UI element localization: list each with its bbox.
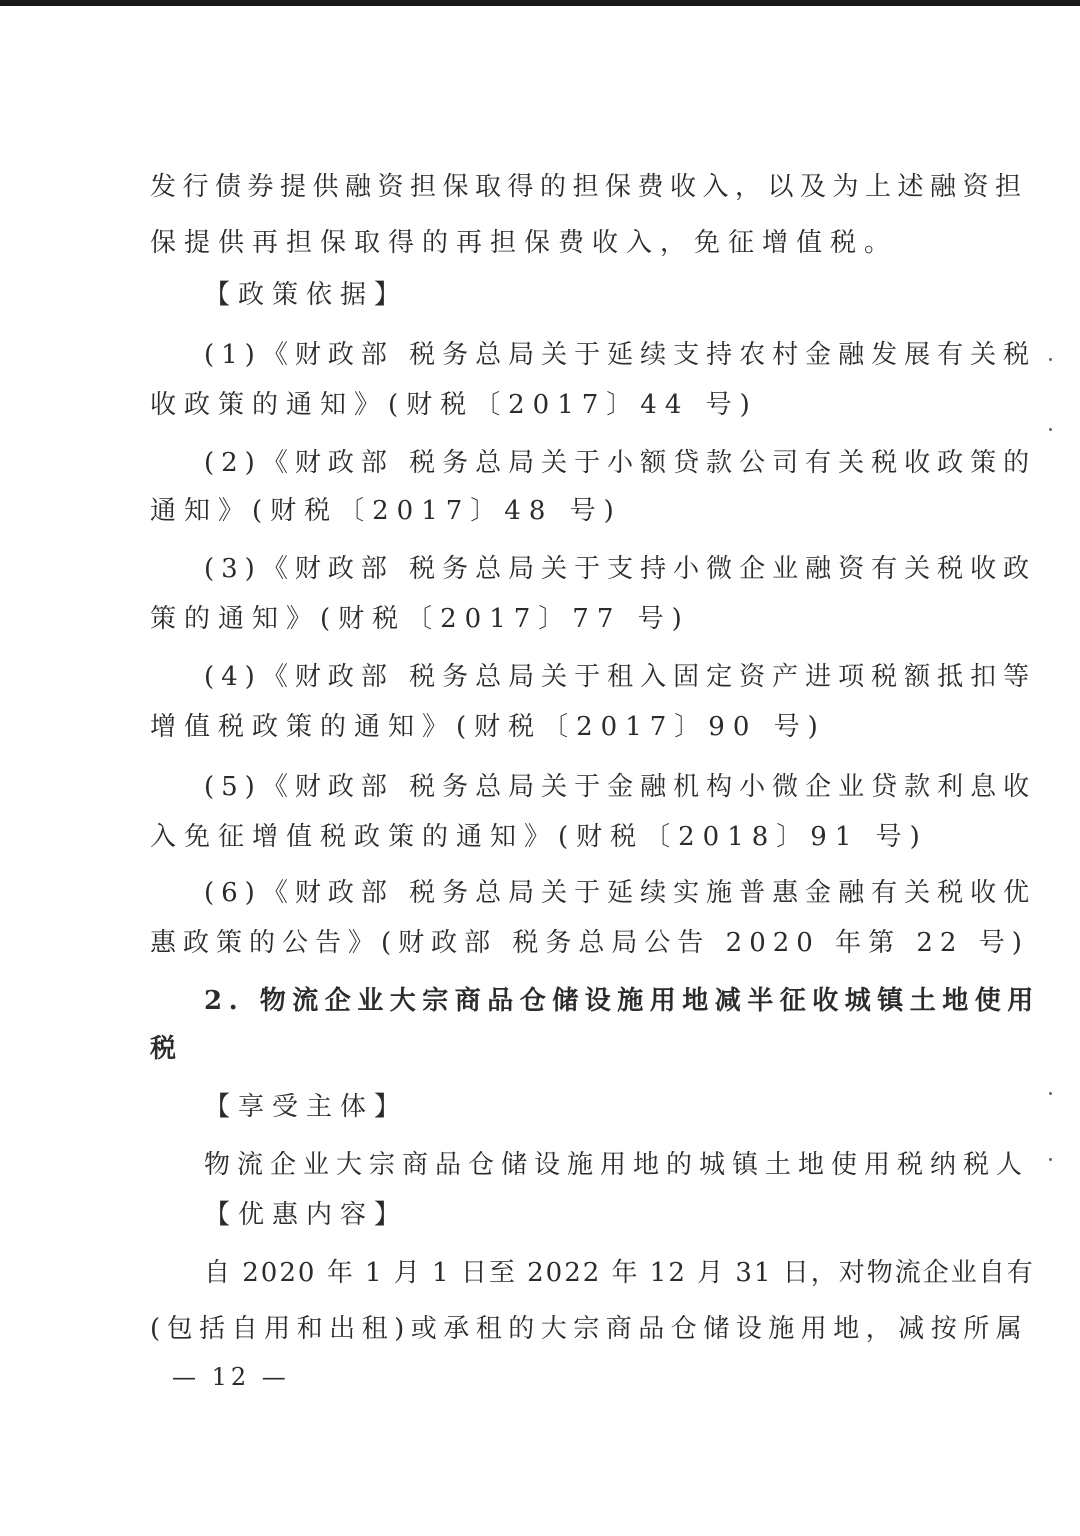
body-line: (5)《财政部 税务总局关于金融机构小微企业贷款利息收 xyxy=(204,772,1037,802)
margin-mark xyxy=(1049,428,1052,431)
body-line: (1)《财政部 税务总局关于延续支持农村金融发展有关税 xyxy=(204,340,1037,370)
body-line: 惠政策的公告》(财政部 税务总局公告 2020 年第 22 号) xyxy=(150,928,1029,958)
section-heading: 2. 物流企业大宗商品仓储设施用地减半征收城镇土地使用 xyxy=(204,986,1040,1016)
body-line: (包括自用和出租)或承租的大宗商品仓储设施用地，减按所属 xyxy=(150,1314,1029,1344)
section-label-beneficiary: 【享受主体】 xyxy=(204,1092,409,1122)
body-line: 通知》(财税〔2017〕48 号) xyxy=(150,496,622,526)
section-label-policy-basis: 【政策依据】 xyxy=(204,280,409,310)
margin-mark xyxy=(1049,358,1052,361)
body-line: 增值税政策的通知》(财税〔2017〕90 号) xyxy=(150,712,826,742)
body-line: 入免征增值税政策的通知》(财税〔2018〕91 号) xyxy=(150,822,928,852)
body-line: 收政策的通知》(财税〔2017〕44 号) xyxy=(150,390,758,420)
section-heading-continued: 税 xyxy=(150,1034,184,1064)
body-line: (6)《财政部 税务总局关于延续实施普惠金融有关税收优 xyxy=(204,878,1037,908)
section-label-preferential-content: 【优惠内容】 xyxy=(204,1200,409,1230)
body-line: (2)《财政部 税务总局关于小额贷款公司有关税收政策的 xyxy=(204,448,1037,478)
body-line: 自 2020 年 1 月 1 日至 2022 年 12 月 31 日，对物流企业自有 xyxy=(204,1258,1035,1288)
body-line: 策的通知》(财税〔2017〕77 号) xyxy=(150,604,690,634)
margin-mark xyxy=(1049,1092,1052,1095)
body-line: 物流企业大宗商品仓储设施用地的城镇土地使用税纳税人 xyxy=(204,1150,1030,1180)
margin-mark xyxy=(1049,1158,1052,1161)
body-line: 发行债券提供融资担保取得的担保费收入，以及为上述融资担 xyxy=(150,172,1028,202)
body-line: (4)《财政部 税务总局关于租入固定资产进项税额抵扣等 xyxy=(204,662,1037,692)
body-line: (3)《财政部 税务总局关于支持小微企业融资有关税收政 xyxy=(204,554,1037,584)
scan-top-edge xyxy=(0,0,1080,6)
page-number: — 12 — xyxy=(172,1363,290,1391)
body-line: 保提供再担保取得的再担保费收入，免征增值税。 xyxy=(150,228,899,258)
